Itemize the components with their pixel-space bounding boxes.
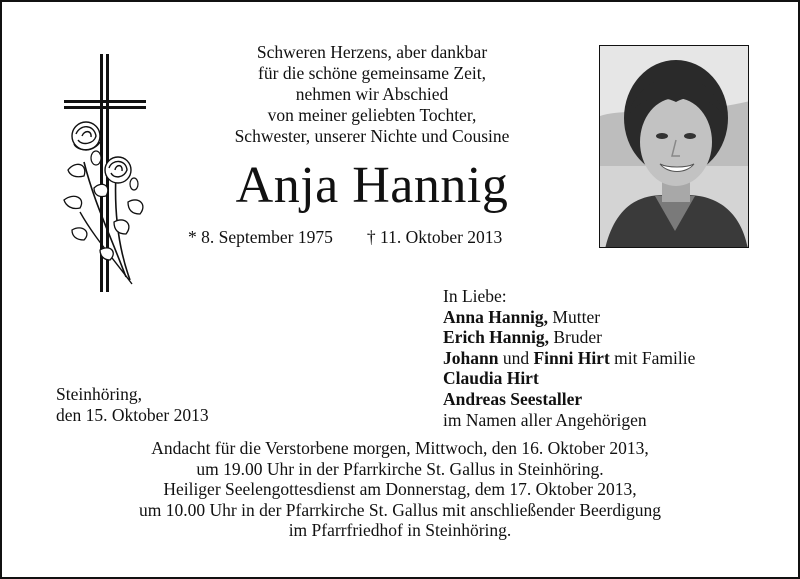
intro-line: für die schöne gemeinsame Zeit,	[258, 63, 486, 83]
mourner-relation: mit Familie	[614, 347, 696, 368]
intro-line: Schweren Herzens, aber dankbar	[256, 42, 488, 62]
intro-text	[172, 42, 572, 147]
mourner-relation: Mutter	[552, 306, 601, 327]
birth-date: * 8. September 1975	[188, 227, 333, 247]
mourner-hirt-family	[443, 348, 695, 369]
mourner-erich	[443, 327, 695, 348]
service-line: Andacht für die Verstorbene morgen, Mittwoch, den 16. Oktober 2013,	[151, 438, 649, 458]
mourner-anna	[443, 307, 695, 328]
service-line: Heiliger Seelengottesdienst am Donnerstag, dem 17. Oktober 2013,	[163, 479, 637, 499]
mourner-claudia	[443, 368, 695, 389]
mourners-heading: In Liebe:	[443, 286, 507, 306]
mourner-andreas	[443, 389, 695, 410]
mourners-list	[443, 286, 695, 430]
deceased-name: Anja Hannig	[235, 157, 509, 214]
place: Steinhöring,	[56, 384, 143, 404]
portrait-photo	[599, 45, 749, 248]
service-line: im Pfarrfriedhof in Steinhöring.	[288, 520, 512, 540]
death-date: † 11. Oktober 2013	[366, 227, 503, 247]
service-info	[2, 438, 798, 541]
mourner-name: Claudia Hirt	[443, 368, 539, 389]
intro-line: von meiner geliebten Tochter,	[267, 105, 477, 125]
life-dates	[188, 226, 502, 248]
service-line: um 19.00 Uhr in der Pfarrkirche St. Gallus in Steinhöring.	[196, 458, 604, 479]
place-and-date	[56, 384, 209, 426]
mourner-name: Anna Hannig,	[443, 306, 549, 327]
intro-line: Schwester, unserer Nichte und Cousine	[234, 126, 510, 146]
service-line: um 10.00 Uhr in der Pfarrkirche St. Gallus mit anschließender Beerdigung	[139, 499, 661, 520]
mourners-closing: im Namen aller Angehörigen	[443, 409, 647, 430]
mourner-name: Andreas Seestaller	[443, 388, 583, 409]
mourner-relation: Bruder	[553, 327, 602, 348]
conjunction: und	[502, 347, 530, 368]
mourner-name: Johann	[443, 347, 499, 368]
mourner-name: Finni Hirt	[533, 347, 610, 368]
mourner-name: Erich Hannig,	[443, 327, 549, 348]
notice-date: den 15. Oktober 2013	[56, 405, 209, 425]
intro-line: nehmen wir Abschied	[295, 84, 449, 104]
portrait-image	[600, 46, 749, 248]
